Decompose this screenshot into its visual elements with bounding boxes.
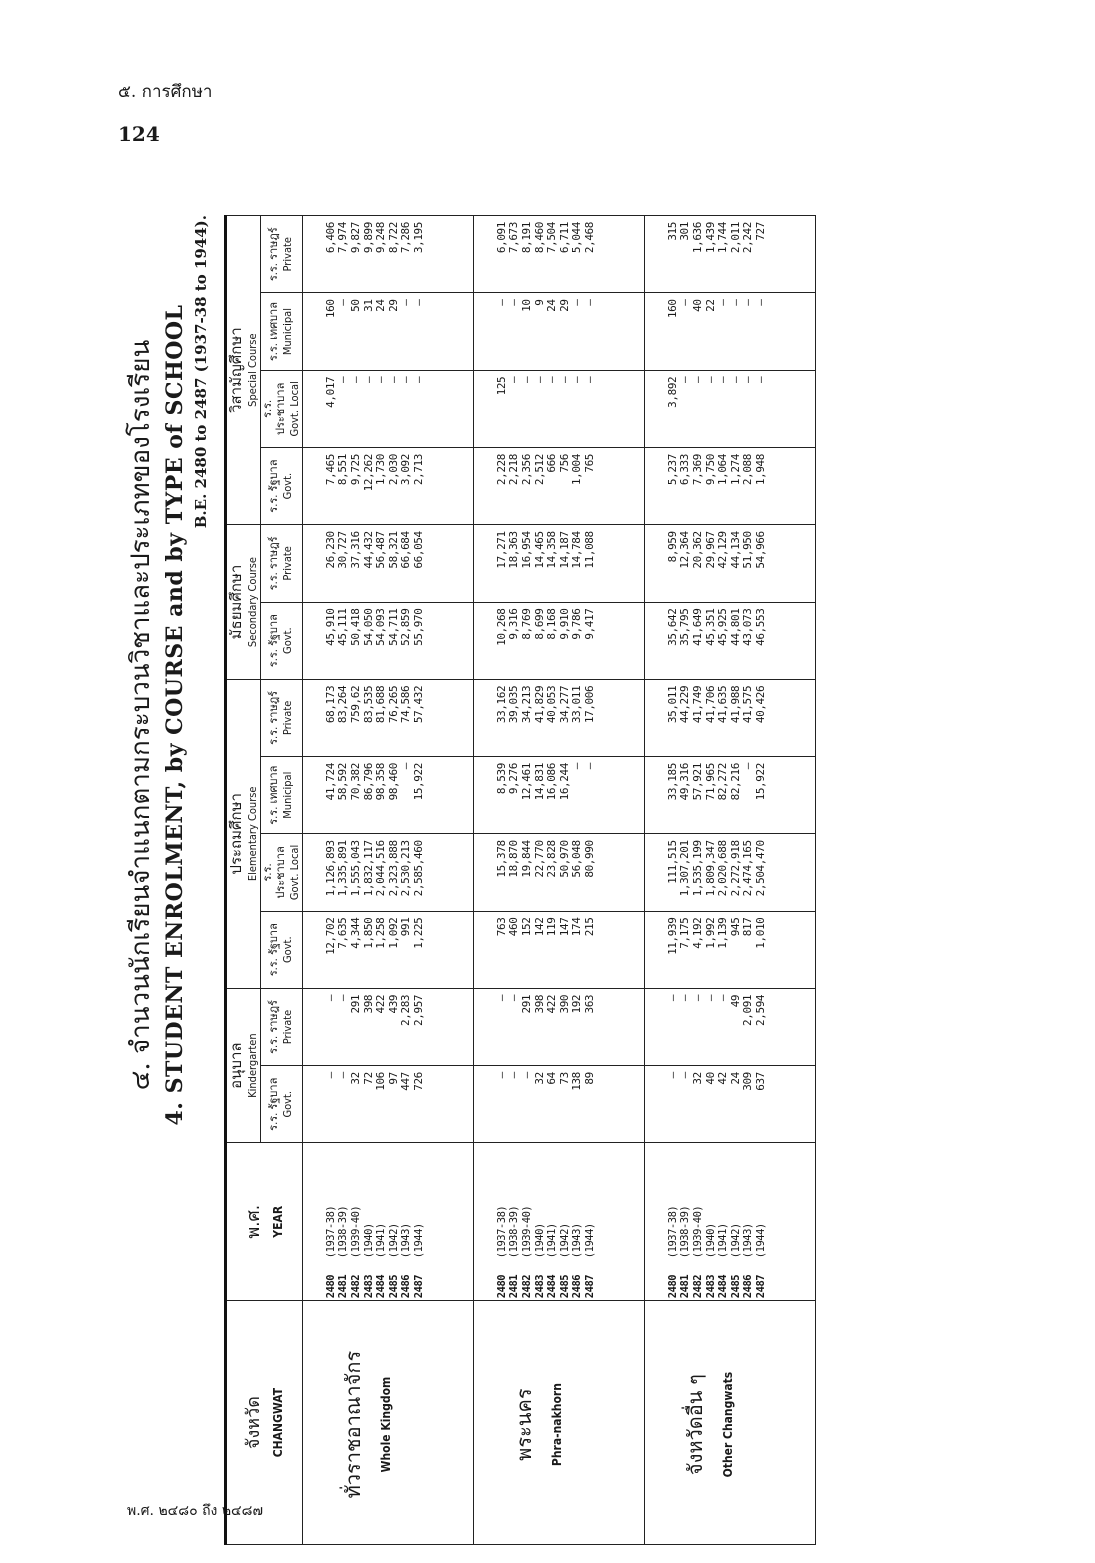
region-name: จังหวัดอื่น ๆ Other Changwats bbox=[644, 1301, 815, 1545]
value-cell: 3,892 — — — — — — — bbox=[644, 370, 815, 447]
period-label: B.E. 2480 to 2487 (1937-38 to 1944). bbox=[192, 215, 210, 529]
value-cell: 125 — — — — — — — bbox=[473, 370, 644, 447]
value-cell: 45,910 45,111 50,418 54,050 54,093 54,711 52,859 55,970 bbox=[302, 602, 473, 679]
value-cell: — — 32 40 42 24 309 637 bbox=[644, 1066, 815, 1143]
special-header: วิสามัญศึกษา Special Course bbox=[226, 216, 261, 525]
year-cell: 2480 2481 2482 2483 2484 2485 2486 2487(1937-38) (1938-39) (1939-40) (1940) (1941) (1942) (1943) (1944) bbox=[302, 1143, 473, 1301]
page-number: 124 bbox=[118, 122, 160, 146]
value-cell: 6,406 7,974 9,827 9,899 9,248 8,722 7,286 3,195 bbox=[302, 216, 473, 293]
region-row-other-changwats bbox=[644, 216, 815, 1545]
value-cell: — — 291 398 422 439 2,283 2,957 bbox=[302, 988, 473, 1065]
sub-private: ร.ร. ราษฎร์ Private bbox=[260, 679, 302, 756]
sub-local: ร.ร. ประชาบาล Govt. Local bbox=[260, 834, 302, 911]
year-cell: 2480 2481 2482 2483 2484 2485 2486 2487(1937-38) (1938-39) (1939-40) (1940) (1941) (1942) (1943) (1944) bbox=[473, 1143, 644, 1301]
value-cell: 1,126,893 1,335,891 1,555,043 1,832,117 2,044,516 2,323,888 2,530,213 2,585,460 bbox=[302, 834, 473, 911]
value-cell: 11,939 7,175 4,192 1,992 1,139 945 817 1,010 bbox=[644, 911, 815, 988]
value-cell: 160 — 50 31 24 29 — — bbox=[302, 293, 473, 370]
elementary-header: ประถมศึกษา Elementary Course bbox=[226, 679, 261, 988]
value-cell: 4,017 — — — — — — — bbox=[302, 370, 473, 447]
year-header: พ.ศ. YEAR bbox=[226, 1143, 303, 1301]
year-cell: 2480 2481 2482 2483 2484 2485 2486 2487(1937-38) (1938-39) (1939-40) (1940) (1941) (1942) (1943) (1944) bbox=[644, 1143, 815, 1301]
sub-private: ร.ร. ราษฎร์ Private bbox=[260, 216, 302, 293]
value-cell: 160 — 40 22 — — — — bbox=[644, 293, 815, 370]
sub-private: ร.ร. ราษฎร์ Private bbox=[260, 525, 302, 602]
value-cell: 10,268 9,316 8,769 8,699 8,168 9,910 9,786 9,417 bbox=[473, 602, 644, 679]
section-heading: ๕. การศึกษา bbox=[118, 82, 213, 102]
value-cell: 5,237 6,333 7,369 9,750 1,064 1,274 2,088 1,948 bbox=[644, 447, 815, 524]
sub-private: ร.ร. ราษฎร์ Private bbox=[260, 988, 302, 1065]
sub-govt: ร.ร. รัฐบาล Govt. bbox=[260, 911, 302, 988]
value-cell: 315 301 1,636 1,439 1,744 2,011 2,242 727 bbox=[644, 216, 815, 293]
value-cell: — — — — — 49 2,091 2,594 bbox=[644, 988, 815, 1065]
value-cell: 33,185 49,316 57,921 71,965 82,272 82,216 — 15,922 bbox=[644, 757, 815, 834]
sub-local: ร.ร. ประชาบาล Govt. Local bbox=[260, 370, 302, 447]
value-cell: 26,230 30,727 37,316 44,432 56,487 58,321 66,684 66,054 bbox=[302, 525, 473, 602]
region-row-whole-kingdom bbox=[302, 216, 473, 1545]
secondary-header: มัธยมศึกษา Secondary Course bbox=[226, 525, 261, 680]
value-cell: 15,378 18,870 19,844 22,770 23,828 50,970 56,048 80,990 bbox=[473, 834, 644, 911]
value-cell: 33,162 39,035 34,213 41,829 40,053 34,277 33,011 17,006 bbox=[473, 679, 644, 756]
value-cell: 763 460 152 142 119 147 174 215 bbox=[473, 911, 644, 988]
value-cell: 12,702 7,635 4,344 1,850 1,258 1,092 991 1,225 bbox=[302, 911, 473, 988]
sub-municipal: ร.ร. เทศบาล Municipal bbox=[260, 293, 302, 370]
value-cell: 7,465 8,551 9,725 12,262 1,730 2,030 3,092 2,713 bbox=[302, 447, 473, 524]
value-cell: — — 291 398 422 390 192 363 bbox=[473, 988, 644, 1065]
changwat-header: จังหวัด CHANGWAT bbox=[226, 1301, 303, 1545]
value-cell: — — 32 72 106 97 447 726 bbox=[302, 1066, 473, 1143]
enrolment-table bbox=[224, 215, 816, 1545]
value-cell: 111,515 1,307,201 1,535,199 1,809,347 2,020,688 2,272,918 2,474,165 2,504,470 bbox=[644, 834, 815, 911]
value-cell: 68,173 83,264 759,62 83,535 81,688 76,265 74,586 57,432 bbox=[302, 679, 473, 756]
value-cell: 2,228 2,218 2,356 2,512 666 756 1,004 765 bbox=[473, 447, 644, 524]
value-cell: 8,959 12,364 20,362 29,967 42,129 44,134 51,950 54,966 bbox=[644, 525, 815, 602]
region-name: ทั่วราชอาณาจักร Whole Kingdom bbox=[302, 1301, 473, 1545]
sub-govt: ร.ร. รัฐบาล Govt. bbox=[260, 1066, 302, 1143]
thai-year-range: พ.ศ. ๒๔๘๐ ถึง ๒๔๘๗ bbox=[126, 1503, 263, 1519]
value-cell: — — 10 9 24 29 — — bbox=[473, 293, 644, 370]
value-cell: 35,642 35,795 41,649 45,351 45,925 44,801 43,073 46,553 bbox=[644, 602, 815, 679]
sub-municipal: ร.ร. เทศบาล Municipal bbox=[260, 757, 302, 834]
sub-govt: ร.ร. รัฐบาล Govt. bbox=[260, 602, 302, 679]
value-cell: 6,091 7,673 8,191 8,460 7,504 6,711 5,044 2,468 bbox=[473, 216, 644, 293]
kindergarten-header: อนุบาล Kindergarten bbox=[226, 988, 261, 1143]
region-name: พระนคร Phra-nakhorn bbox=[473, 1301, 644, 1545]
value-cell: 17,271 18,363 16,954 14,465 14,358 14,187 14,784 11,088 bbox=[473, 525, 644, 602]
region-row-phra-nakhorn bbox=[473, 216, 644, 1545]
value-cell: 35,011 44,229 41,749 41,706 41,635 41,988 41,575 40,426 bbox=[644, 679, 815, 756]
english-title: 4. STUDENT ENROLMENT, by COURSE and by TYPE of SCHOOL bbox=[162, 304, 188, 1126]
value-cell: 41,724 58,592 70,382 86,796 98,358 98,460 — 15,922 bbox=[302, 757, 473, 834]
value-cell: — — — 32 64 73 138 89 bbox=[473, 1066, 644, 1143]
sub-govt: ร.ร. รัฐบาล Govt. bbox=[260, 447, 302, 524]
thai-title: ๔. จำนวนนักเรียนจำแนกตามกระบวนวิชาและประเภทของโรงเรียน bbox=[126, 339, 156, 1091]
value-cell: 8,539 9,276 12,461 14,831 16,086 16,244 — — bbox=[473, 757, 644, 834]
rotated-table-area bbox=[112, 175, 992, 1545]
